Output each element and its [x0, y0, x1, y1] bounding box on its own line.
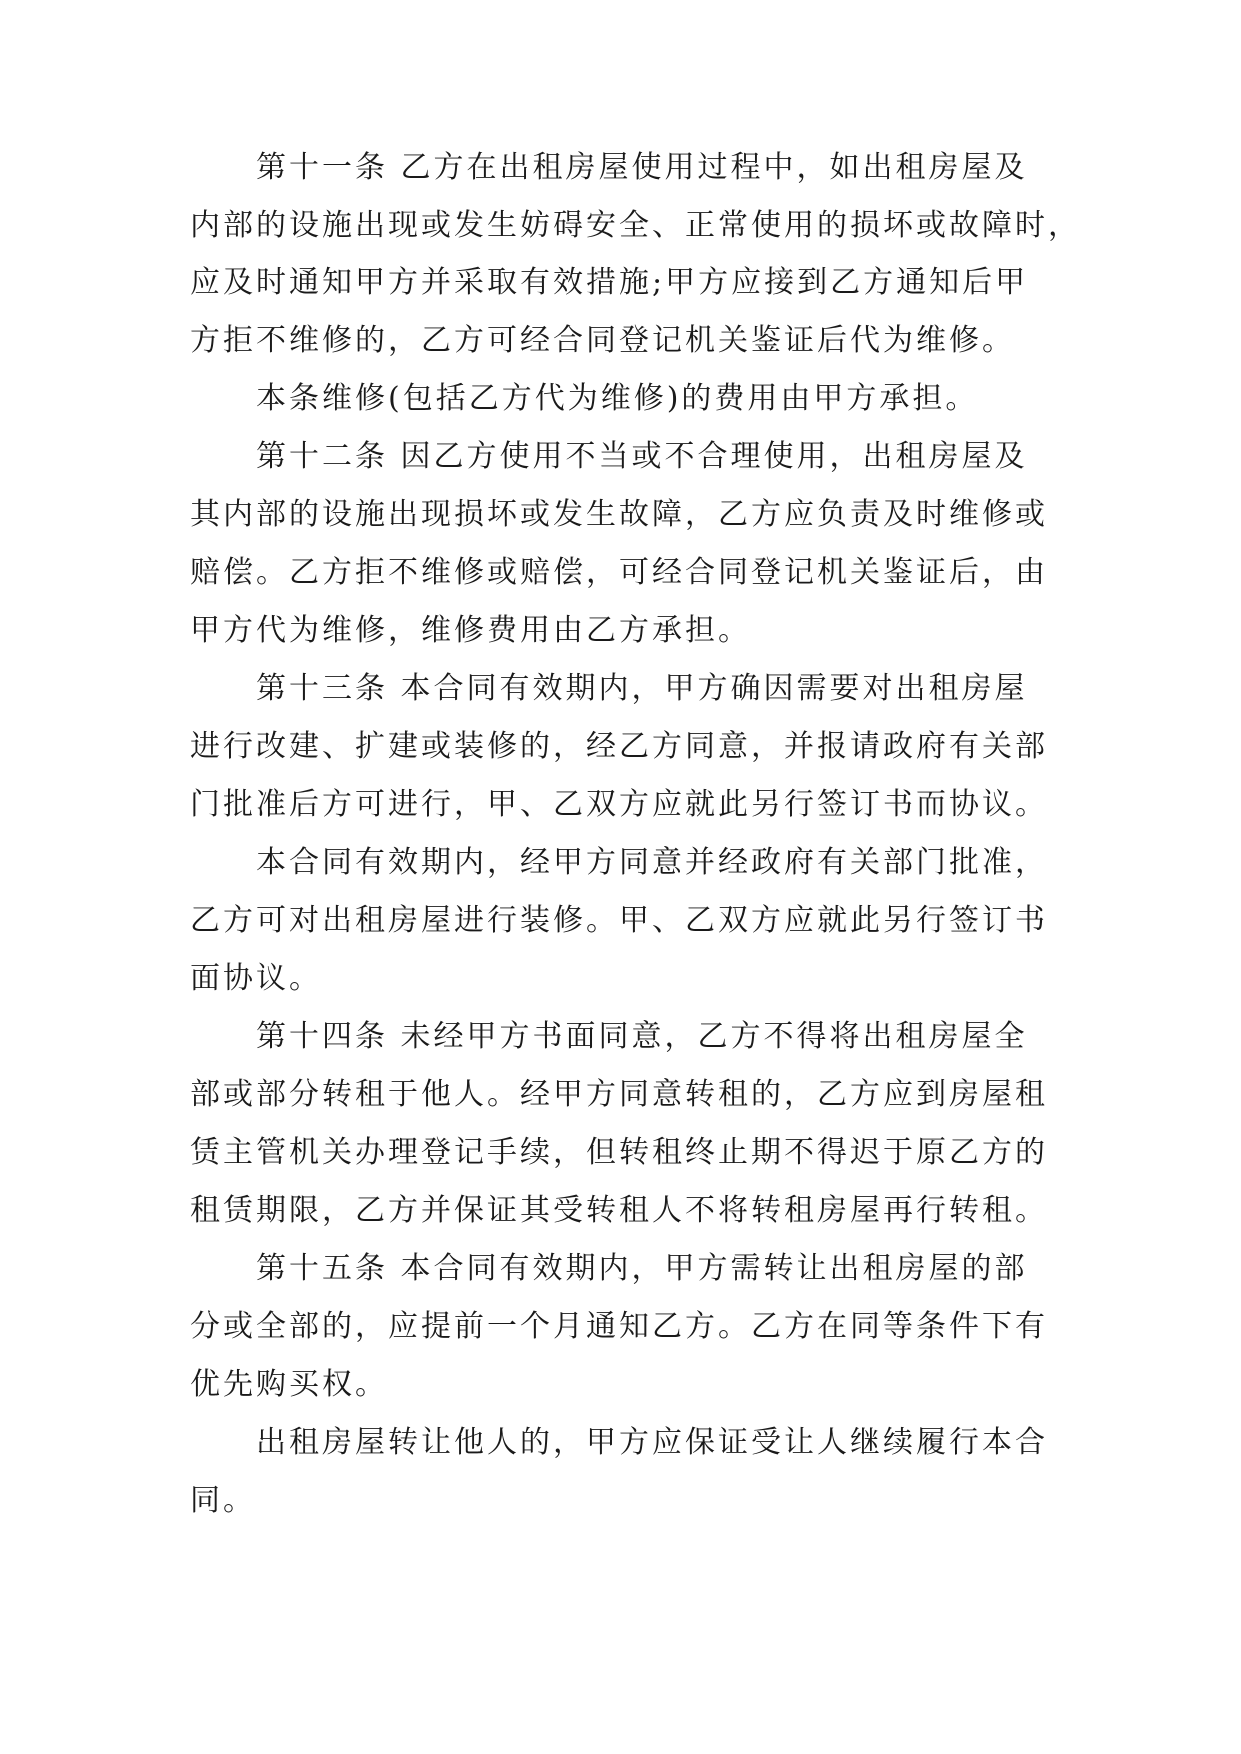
- article-12-line-4: 甲方代为维修，维修费用由乙方承担。: [190, 613, 751, 648]
- article-11-line-2: 内部的设施出现或发生妨碍安全、正常使用的损坏或故障时，: [190, 208, 1081, 243]
- article-13-para-2-line-3: 面协议。: [190, 961, 322, 996]
- article-13-line-1: 第十三条 本合同有效期内，甲方确因需要对出租房屋: [256, 671, 1028, 706]
- article-12-line-2: 其内部的设施出现损坏或发生故障，乙方应负责及时维修或: [190, 497, 1048, 532]
- article-13-para-2-line-2: 乙方可对出租房屋进行装修。甲、乙双方应就此另行签订书: [190, 903, 1048, 938]
- article-15-line-2: 分或全部的，应提前一个月通知乙方。乙方在同等条件下有: [190, 1309, 1048, 1344]
- article-13-line-3: 门批准后方可进行，甲、乙双方应就此另行签订书而协议。: [190, 787, 1048, 822]
- article-11-line-1: 第十一条 乙方在出租房屋使用过程中，如出租房屋及: [256, 150, 1028, 185]
- article-14-line-4: 租赁期限，乙方并保证其受转租人不将转租房屋再行转租。: [190, 1193, 1048, 1228]
- article-13-para-2-line-1: 本合同有效期内，经甲方同意并经政府有关部门批准，: [256, 845, 1048, 880]
- article-11-cost-line: 本条维修(包括乙方代为维修)的费用由甲方承担。: [256, 381, 979, 416]
- article-14-line-1: 第十四条 未经甲方书面同意，乙方不得将出租房屋全: [256, 1019, 1028, 1054]
- article-11-line-4: 方拒不维修的，乙方可经合同登记机关鉴证后代为维修。: [190, 323, 1015, 358]
- article-15-line-1: 第十五条 本合同有效期内，甲方需转让出租房屋的部: [256, 1251, 1028, 1286]
- article-12-line-3: 赔偿。乙方拒不维修或赔偿，可经合同登记机关鉴证后，由: [190, 555, 1048, 590]
- article-11-line-3: 应及时通知甲方并采取有效措施;甲方应接到乙方通知后甲: [190, 265, 1029, 300]
- article-12-line-1: 第十二条 因乙方使用不当或不合理使用，出租房屋及: [256, 439, 1028, 474]
- article-13-line-2: 进行改建、扩建或装修的，经乙方同意，并报请政府有关部: [190, 729, 1048, 764]
- article-15-line-3: 优先购买权。: [190, 1367, 388, 1402]
- article-14-line-2: 部或部分转租于他人。经甲方同意转租的，乙方应到房屋租: [190, 1077, 1048, 1112]
- article-15-para-2-line-1: 出租房屋转让他人的，甲方应保证受让人继续履行本合: [256, 1425, 1048, 1460]
- article-14-line-3: 赁主管机关办理登记手续，但转租终止期不得迟于原乙方的: [190, 1135, 1048, 1170]
- article-15-para-2-line-2: 同。: [190, 1483, 256, 1518]
